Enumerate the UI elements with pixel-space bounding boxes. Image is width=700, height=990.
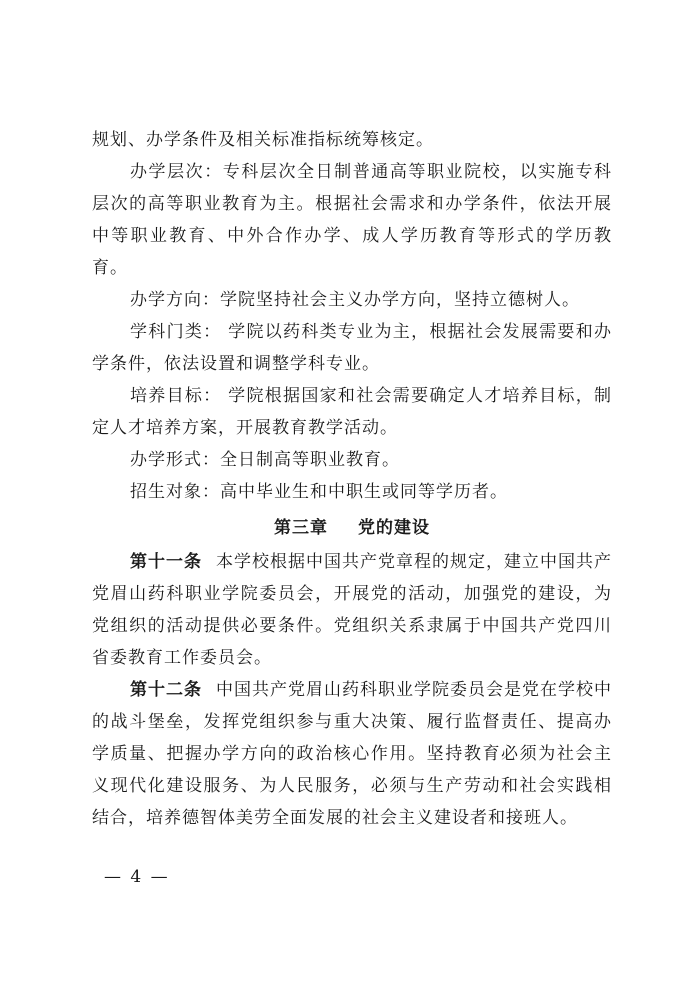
paragraph-form: 办学形式：全日制高等职业教育。 <box>130 450 400 470</box>
chapter-number: 第三章 <box>274 518 328 538</box>
page-number: — 4 — <box>104 867 170 887</box>
article-12-label: 第十二条 <box>130 680 202 700</box>
article-11-text: 本学校根据中国共产党章程的规定，建立中国共产党眉山药科职业学院委员会，开展党的活动，加强党的建设，为党组织的活动提供必要条件。党组织关系隶属于中国共产党四川省委教育工作委员会。 <box>92 552 612 668</box>
paragraph-goals: 培养目标： 学院根据国家和社会需要确定人才培养目标，制定人才培养方案，开展教育教学活动。 <box>92 386 612 438</box>
paragraph-disciplines: 学科门类： 学院以药科类专业为主，根据社会发展需要和办学条件，依法设置和调整学科专业。 <box>92 322 612 374</box>
chapter-title: 党的建设 <box>358 518 430 538</box>
paragraph-level: 办学层次：专科层次全日制普通高等职业院校，以实施专科层次的高等职业教育为主。根据社会需求和办学条件，依法开展中等职业教育、中外合作办学、成人学历教育等形式的学历教育。 <box>92 162 612 278</box>
paragraph-continuation: 规划、办学条件及相关标准指标统筹核定。 <box>92 130 434 150</box>
article-11 <box>92 546 612 674</box>
paragraph-direction: 办学方向：学院坚持社会主义办学方向，坚持立德树人。 <box>130 290 580 310</box>
chapter-heading <box>92 512 612 544</box>
paragraph-enrollment: 招生对象：高中毕业生和中职生或同等学历者。 <box>130 482 508 502</box>
page-content <box>92 124 612 834</box>
article-11-label: 第十一条 <box>130 552 202 572</box>
article-12-text: 中国共产党眉山药科职业学院委员会是党在学校中的战斗堡垒，发挥党组织参与重大决策、履行监督责任、提高办学质量、把握办学方向的政治核心作用。坚持教育必须为社会主义现代化建设服务、为人民服务，必须与生产劳动和社会实践相结合，培养德智体美劳全面发展的社会主义建设者和接班人。 <box>92 680 612 828</box>
article-12 <box>92 674 612 834</box>
